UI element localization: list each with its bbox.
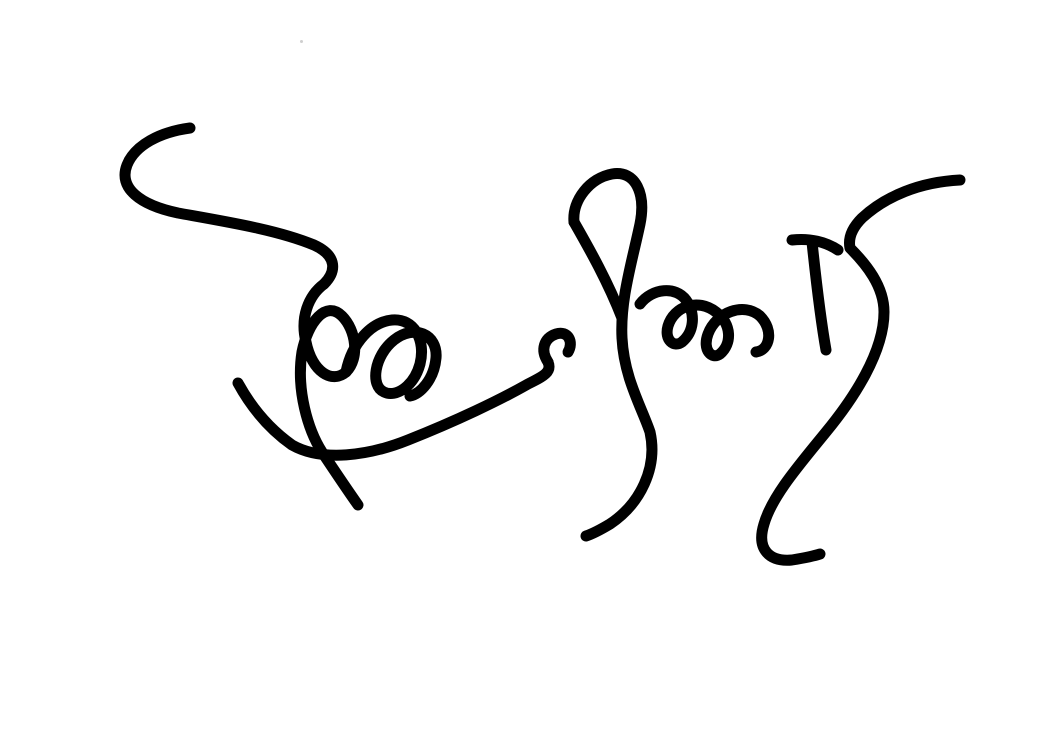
signature-strokes [125,128,960,560]
small-curl-stroke [544,333,571,362]
tall-loop-stroke [574,174,652,536]
tall-loop-inner-stroke [574,222,622,318]
middle-loop-stroke [346,320,436,396]
hump-series-stroke [640,291,769,356]
right-bar-stroke [792,239,838,350]
left-hook-stroke [238,362,549,455]
opening-swash-stroke [125,128,333,284]
first-letter-stroke [300,284,358,505]
